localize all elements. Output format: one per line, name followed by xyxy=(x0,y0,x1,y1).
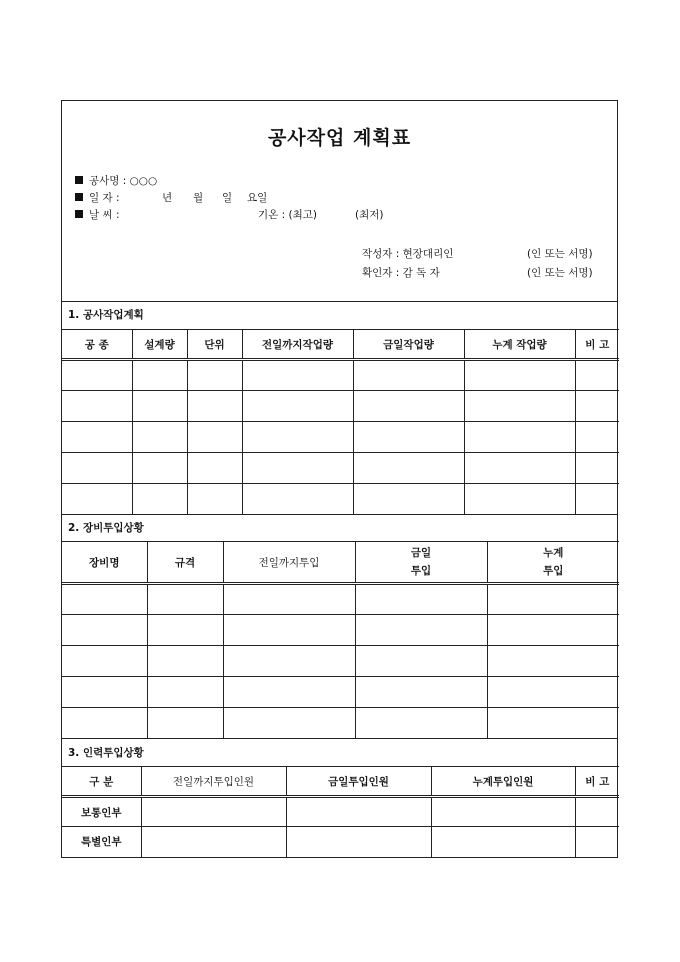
column-header: 장비명 xyxy=(62,542,147,584)
signature-role: 작성자 : 현장대리인 xyxy=(362,248,454,260)
table-cell[interactable] xyxy=(575,391,619,422)
table-cell[interactable] xyxy=(62,391,132,422)
table-row xyxy=(62,360,619,391)
weather-row xyxy=(75,207,384,224)
table-row xyxy=(62,484,619,515)
table-cell[interactable] xyxy=(487,677,619,708)
table-cell[interactable] xyxy=(62,677,147,708)
table-row xyxy=(62,677,619,708)
square-bullet-icon xyxy=(75,176,83,184)
table-cell[interactable] xyxy=(353,391,464,422)
signature-checker xyxy=(362,264,602,283)
table-cell[interactable] xyxy=(187,453,242,484)
table-header-row xyxy=(62,542,619,584)
signature-block xyxy=(362,245,602,283)
date-row xyxy=(75,190,268,207)
table-cell[interactable] xyxy=(464,391,575,422)
equipment-table xyxy=(62,541,619,739)
column-header: 금일 투입 xyxy=(355,542,487,584)
table-cell[interactable] xyxy=(353,453,464,484)
date-year: 년 xyxy=(162,192,173,204)
table-cell[interactable] xyxy=(242,453,353,484)
table-cell[interactable] xyxy=(242,484,353,515)
table-cell[interactable] xyxy=(487,615,619,646)
column-header: 구 분 xyxy=(62,767,141,797)
column-header: 누계 투입 xyxy=(487,542,619,584)
table-cell[interactable] xyxy=(132,360,187,391)
table-cell[interactable] xyxy=(141,827,286,857)
table-cell[interactable] xyxy=(487,584,619,615)
table-cell[interactable] xyxy=(355,615,487,646)
temp-label: 기온 : (최고) xyxy=(258,209,317,221)
column-header: 전일까지투입인원 xyxy=(141,767,286,797)
table-row xyxy=(62,391,619,422)
table-row xyxy=(62,827,619,857)
info-block xyxy=(75,173,384,224)
column-header: 누계투입인원 xyxy=(431,767,575,797)
table-cell[interactable] xyxy=(147,646,223,677)
table-cell[interactable] xyxy=(353,360,464,391)
table-cell[interactable] xyxy=(62,484,132,515)
table-cell[interactable] xyxy=(62,615,147,646)
table-cell[interactable] xyxy=(223,646,355,677)
row-label: 보통인부 xyxy=(62,797,141,827)
date-day: 일 xyxy=(222,192,233,204)
table-cell[interactable] xyxy=(355,708,487,739)
signature-role: 확인자 : 감 독 자 xyxy=(362,267,440,279)
project-row xyxy=(75,173,157,190)
column-header: 전일까지작업량 xyxy=(242,330,353,360)
table-cell[interactable] xyxy=(242,360,353,391)
section1-heading: 1. 공사작업계획 xyxy=(68,309,144,321)
table-cell[interactable] xyxy=(62,453,132,484)
column-header: 비 고 xyxy=(575,330,619,360)
table-cell[interactable] xyxy=(187,360,242,391)
table-cell[interactable] xyxy=(62,360,132,391)
square-bullet-icon xyxy=(75,193,83,201)
table-cell[interactable] xyxy=(464,453,575,484)
table-cell[interactable] xyxy=(487,646,619,677)
table-cell[interactable] xyxy=(187,391,242,422)
page-title: 공사작업 계획표 xyxy=(267,127,412,149)
table-row xyxy=(62,615,619,646)
table-cell[interactable] xyxy=(575,797,619,827)
table-header-row xyxy=(62,330,619,360)
table-header-row xyxy=(62,767,619,797)
square-bullet-icon xyxy=(75,210,83,218)
date-label: 일 자 : xyxy=(89,192,120,204)
table-cell[interactable] xyxy=(132,391,187,422)
date-weekday: 요일 xyxy=(247,192,268,204)
table-cell[interactable] xyxy=(223,677,355,708)
table-cell[interactable] xyxy=(353,484,464,515)
section3-heading: 3. 인력투입상황 xyxy=(68,747,144,759)
weather-label: 날 씨 : xyxy=(89,209,120,221)
column-header: 금일투입인원 xyxy=(286,767,431,797)
table-cell[interactable] xyxy=(286,827,431,857)
table-cell[interactable] xyxy=(62,584,147,615)
table-cell[interactable] xyxy=(132,422,187,453)
table-cell[interactable] xyxy=(242,422,353,453)
table-cell[interactable] xyxy=(223,708,355,739)
table-cell[interactable] xyxy=(62,422,132,453)
temp-low: (최저) xyxy=(355,209,384,221)
table-cell[interactable] xyxy=(431,797,575,827)
table-row xyxy=(62,708,619,739)
table-cell[interactable] xyxy=(575,827,619,857)
table-cell[interactable] xyxy=(62,646,147,677)
column-header: 전일까지투입 xyxy=(223,542,355,584)
column-header: 단위 xyxy=(187,330,242,360)
column-header: 공 종 xyxy=(62,330,132,360)
table-row xyxy=(62,797,619,827)
table-cell[interactable] xyxy=(431,827,575,857)
table-cell[interactable] xyxy=(575,360,619,391)
table-cell[interactable] xyxy=(464,484,575,515)
table-cell[interactable] xyxy=(223,615,355,646)
column-header: 금일작업량 xyxy=(353,330,464,360)
signature-writer xyxy=(362,245,602,264)
table-cell[interactable] xyxy=(223,584,355,615)
table-cell[interactable] xyxy=(575,422,619,453)
table-row xyxy=(62,646,619,677)
manpower-table xyxy=(62,766,619,857)
column-header: 규격 xyxy=(147,542,223,584)
table-cell[interactable] xyxy=(464,422,575,453)
date-month: 월 xyxy=(193,192,204,204)
table-cell[interactable] xyxy=(147,615,223,646)
table-row xyxy=(62,453,619,484)
table-row xyxy=(62,584,619,615)
table-cell[interactable] xyxy=(464,360,575,391)
table-cell[interactable] xyxy=(147,677,223,708)
work-plan-table xyxy=(62,329,619,515)
row-label: 특별인부 xyxy=(62,827,141,857)
divider xyxy=(62,738,617,739)
project-label: 공사명 : ○○○ xyxy=(89,175,158,187)
table-cell[interactable] xyxy=(353,422,464,453)
table-cell[interactable] xyxy=(355,646,487,677)
table-cell[interactable] xyxy=(575,484,619,515)
signature-note: (인 또는 서명) xyxy=(527,267,593,279)
table-cell[interactable] xyxy=(147,708,223,739)
table-cell[interactable] xyxy=(286,797,431,827)
column-header: 누계 작업량 xyxy=(464,330,575,360)
signature-note: (인 또는 서명) xyxy=(527,248,593,260)
divider xyxy=(62,301,617,302)
column-header: 설계량 xyxy=(132,330,187,360)
work-plan-sheet xyxy=(61,100,618,858)
column-header: 비 고 xyxy=(575,767,619,797)
table-cell[interactable] xyxy=(62,708,147,739)
table-cell[interactable] xyxy=(487,708,619,739)
section2-heading: 2. 장비투입상황 xyxy=(68,522,144,534)
table-cell[interactable] xyxy=(132,484,187,515)
table-cell[interactable] xyxy=(132,453,187,484)
table-row xyxy=(62,422,619,453)
table-cell[interactable] xyxy=(141,797,286,827)
table-cell[interactable] xyxy=(355,677,487,708)
divider xyxy=(62,514,617,515)
table-cell[interactable] xyxy=(187,484,242,515)
table-cell[interactable] xyxy=(355,584,487,615)
table-cell[interactable] xyxy=(575,453,619,484)
table-cell[interactable] xyxy=(187,422,242,453)
table-cell[interactable] xyxy=(242,391,353,422)
table-cell[interactable] xyxy=(147,584,223,615)
